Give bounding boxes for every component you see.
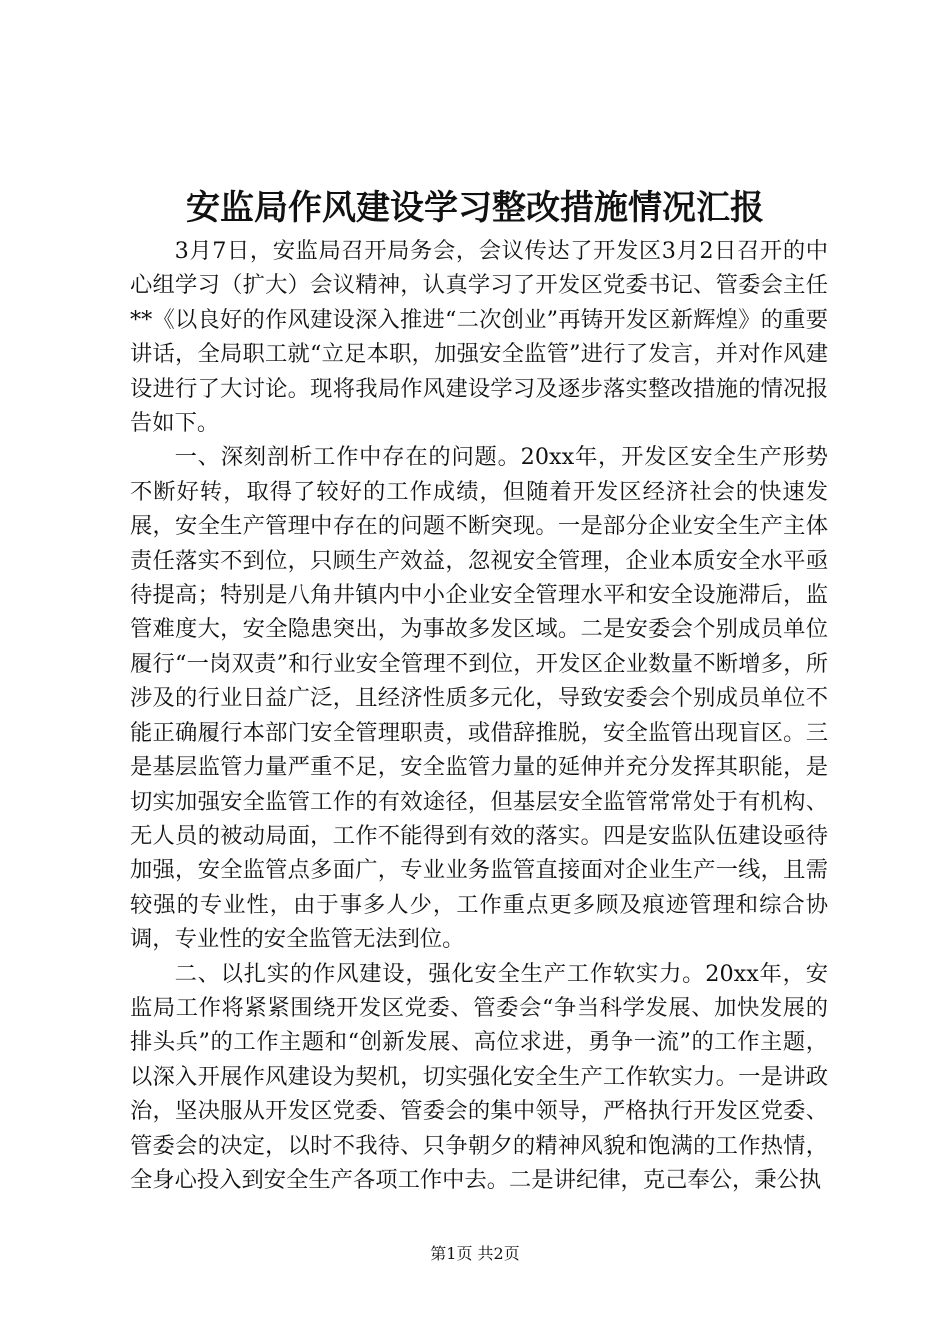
page-number-footer: 第1页 共2页 (430, 1244, 520, 1263)
document-title: 安监局作风建设学习整改措施情况汇报 (186, 188, 764, 228)
paragraph-intro: 3月7日，安监局召开局务会，会议传达了开发区3月2日召开的中心组学习（扩大）会议精神，认真学习了开发区党委书记、管委会主任**《以良好的作风建设深入推进“二次创业”再铸开发区新辉煌》的重要讲话，全局职工就“立足本职，加强安全监管”进行了发言，并对作风建设进行了大讨论。现将我局作风建设学习及逐步落实整改措施的情况报告如下。 (130, 238, 828, 437)
paragraph-section-two: 二、以扎实的作风建设，强化安全生产工作软实力。20xx年，安监局工作将紧紧围绕开发区党委、管委会“争当科学发展、加快发展的排头兵”的工作主题和“创新发展、高位求进，勇争一流”的工作主题，以深入开展作风建设为契机，切实强化安全生产工作软实力。一是讲政治，坚决服从开发区党委、管委会的集中领导，严格执行开发区党委、管委会的决定，以时不我待、只争朝夕的精神风貌和饱满的工作热情，全身心投入到安全生产各项工作中去。二是讲纪律，克己奉公，秉公执 (130, 960, 828, 1193)
paragraph-section-one: 一、深刻剖析工作中存在的问题。20xx年，开发区安全生产形势不断好转，取得了较好的工作成绩，但随着开发区经济社会的快速发展，安全生产管理中存在的问题不断突现。一是部分企业安全生产主体责任落实不到位，只顾生产效益，忽视安全管理，企业本质安全水平亟待提高；特别是八角井镇内中小企业安全管理水平和安全设施滞后，监管难度大，安全隐患突出，为事故多发区域。二是安委会个别成员单位履行“一岗双责”和行业安全管理不到位，开发区企业数量不断增多，所涉及的行业日益广泛，且经济性质多元化，导致安委会个别成员单位不能正确履行本部门安全管理职责，或借辞推脱，安全监管出现盲区。三是基层监管力量严重不足，安全监管力量的延伸并充分发挥其职能，是切实加强安全监管工作的有效途径，但基层安全监管常常处于有机构、无人员的被动局面，工作不能得到有效的落实。四是安监队伍建设亟待加强，安全监管点多面广，专业业务监管直接面对企业生产一线，且需较强的专业性，由于事多人少，工作重点更多顾及痕迹管理和综合协调，专业性的安全监管无法到位。 (130, 444, 828, 953)
document-body (130, 234, 828, 1197)
